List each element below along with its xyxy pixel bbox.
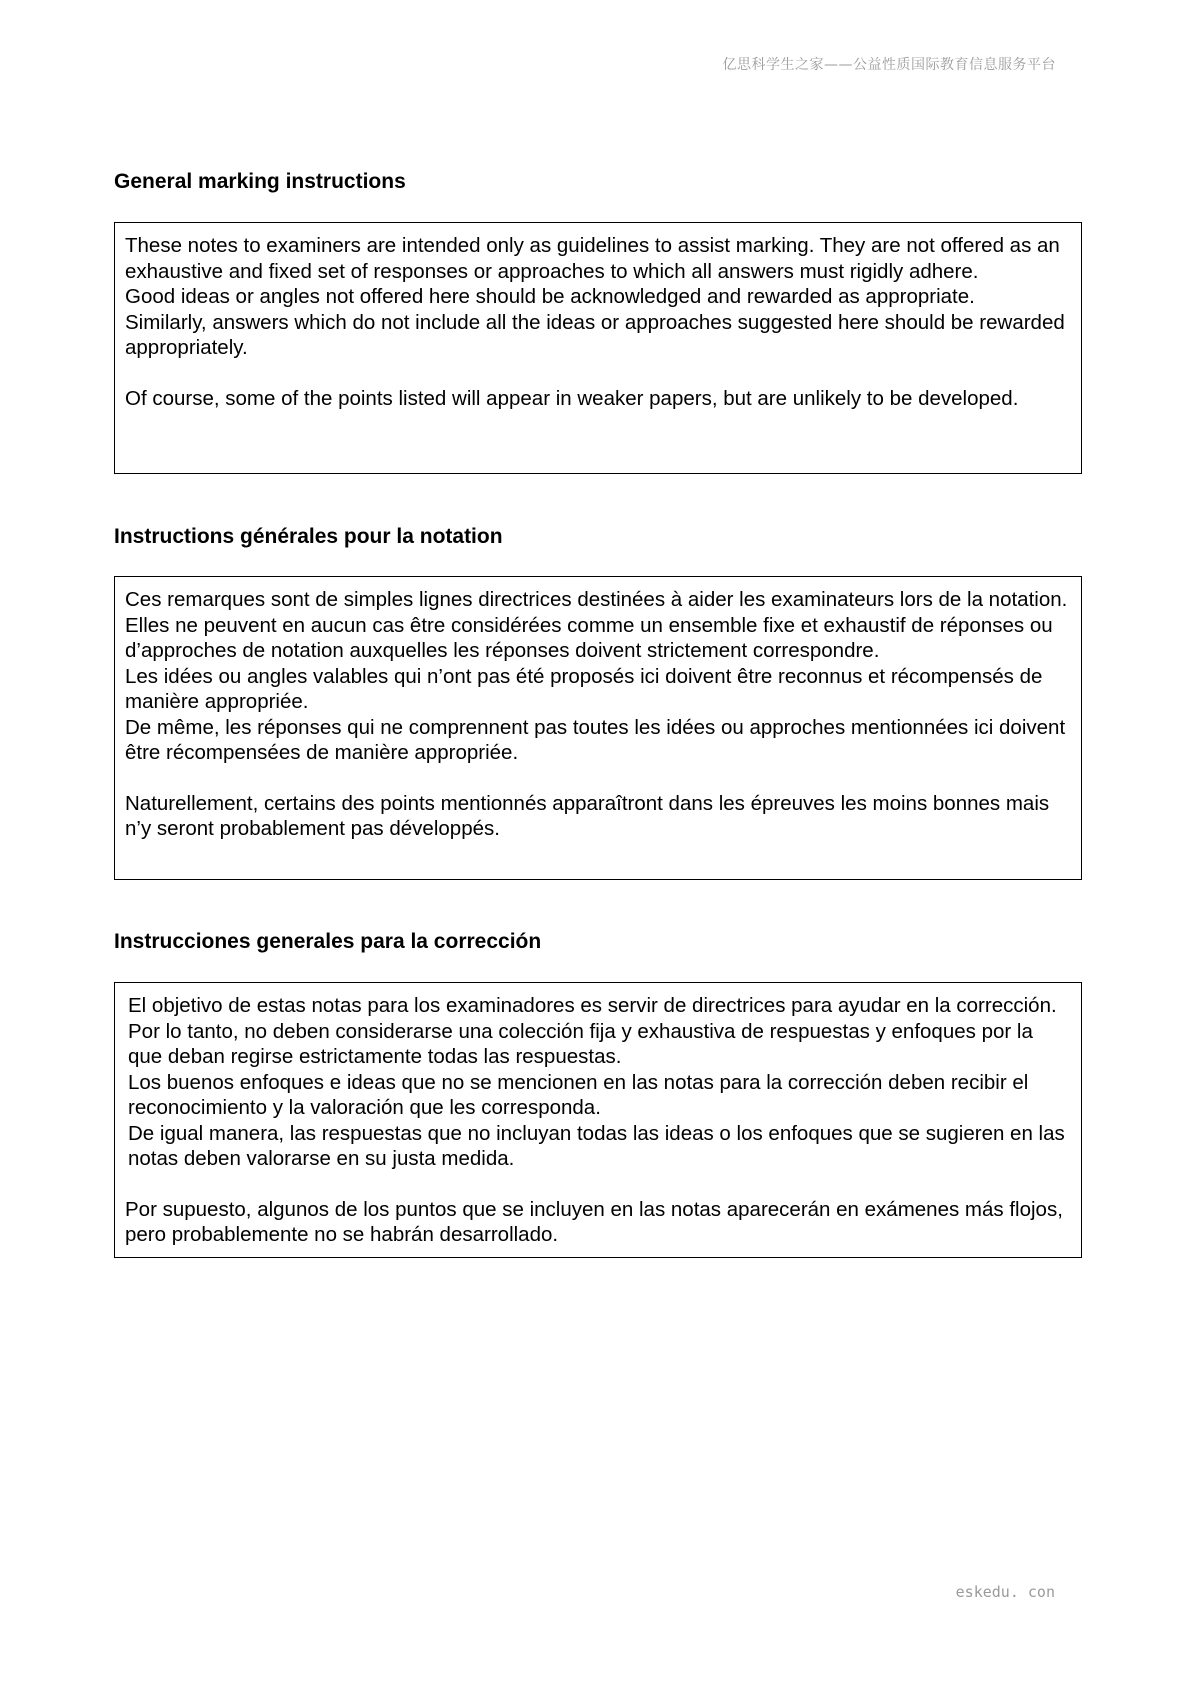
page-header-note: 亿思科学生之家——公益性质国际教育信息服务平台 [722,57,1056,73]
paragraph: Los buenos enfoques e ideas que no se mencionen en las notas para la corrección deben recibir el reconocimiento y la valoración que les corresponda. [128,1070,1029,1119]
instructions-box-spanish [114,982,1082,1258]
section-heading-spanish: Instrucciones generales para la corrección [114,930,542,953]
paragraph: Por supuesto, algunos de los puntos que se incluyen en las notas aparecerán en exámenes más flojos, pero probablemente no se habrán desarrollado. [125,1197,1063,1246]
section-heading-french: Instructions générales pour la notation [114,525,503,548]
paragraph: Ces remarques sont de simples lignes directrices destinées à aider les examinateurs lors de la notation. Elles ne peuvent en aucun cas être considérées comme un ensemble fixe et exhaustif de réponses ou d’approches de notation auxquelles les réponses doivent strictement correspondre. [125,588,1068,662]
section-heading-english: General marking instructions [114,170,406,193]
paragraph-spacer [125,361,1071,386]
paragraph: De même, les réponses qui ne comprennent pas toutes les idées ou approches mentionnées ici doivent être récompensées de manière appropriée. [125,715,1066,764]
paragraph: Les idées ou angles valables qui n’ont pas été proposés ici doivent être reconnus et récompensés de manière appropriée. [125,664,1043,713]
paragraph: De igual manera, las respuestas que no incluyan todas las ideas o los enfoques que se sugieren en las notas deben valorarse en su justa medida. [128,1121,1065,1170]
paragraph: Good ideas or angles not offered here should be acknowledged and rewarded as appropriate. [125,285,975,308]
paragraph: Naturellement, certains des points mentionnés apparaîtront dans les épreuves les moins bonnes mais n’y seront probablement pas développés. [125,791,1050,840]
paragraph-spacer [125,766,1071,791]
paragraph: Similarly, answers which do not include all the ideas or approaches suggested here should be rewarded appropriately. [125,310,1065,359]
paragraph: These notes to examiners are intended only as guidelines to assist marking. They are not offered as an exhaustive and fixed set of responses or approaches to which all answers must rigidly adhere. [125,234,1060,283]
paragraph: Of course, some of the points listed will appear in weaker papers, but are unlikely to be developed. [125,386,1019,410]
paragraph-spacer [125,1172,1071,1197]
page-footer-note: eskedu. con [955,1583,1055,1601]
instructions-box-french [114,576,1082,880]
paragraph: El objetivo de estas notas para los examinadores es servir de directrices para ayudar en la corrección. Por lo tanto, no deben considerarse una colección fija y exhaustiva de respuestas y enfoques por la que deban regirse estrictamente todas las respuestas. [128,994,1057,1068]
instructions-box-english [114,222,1082,474]
